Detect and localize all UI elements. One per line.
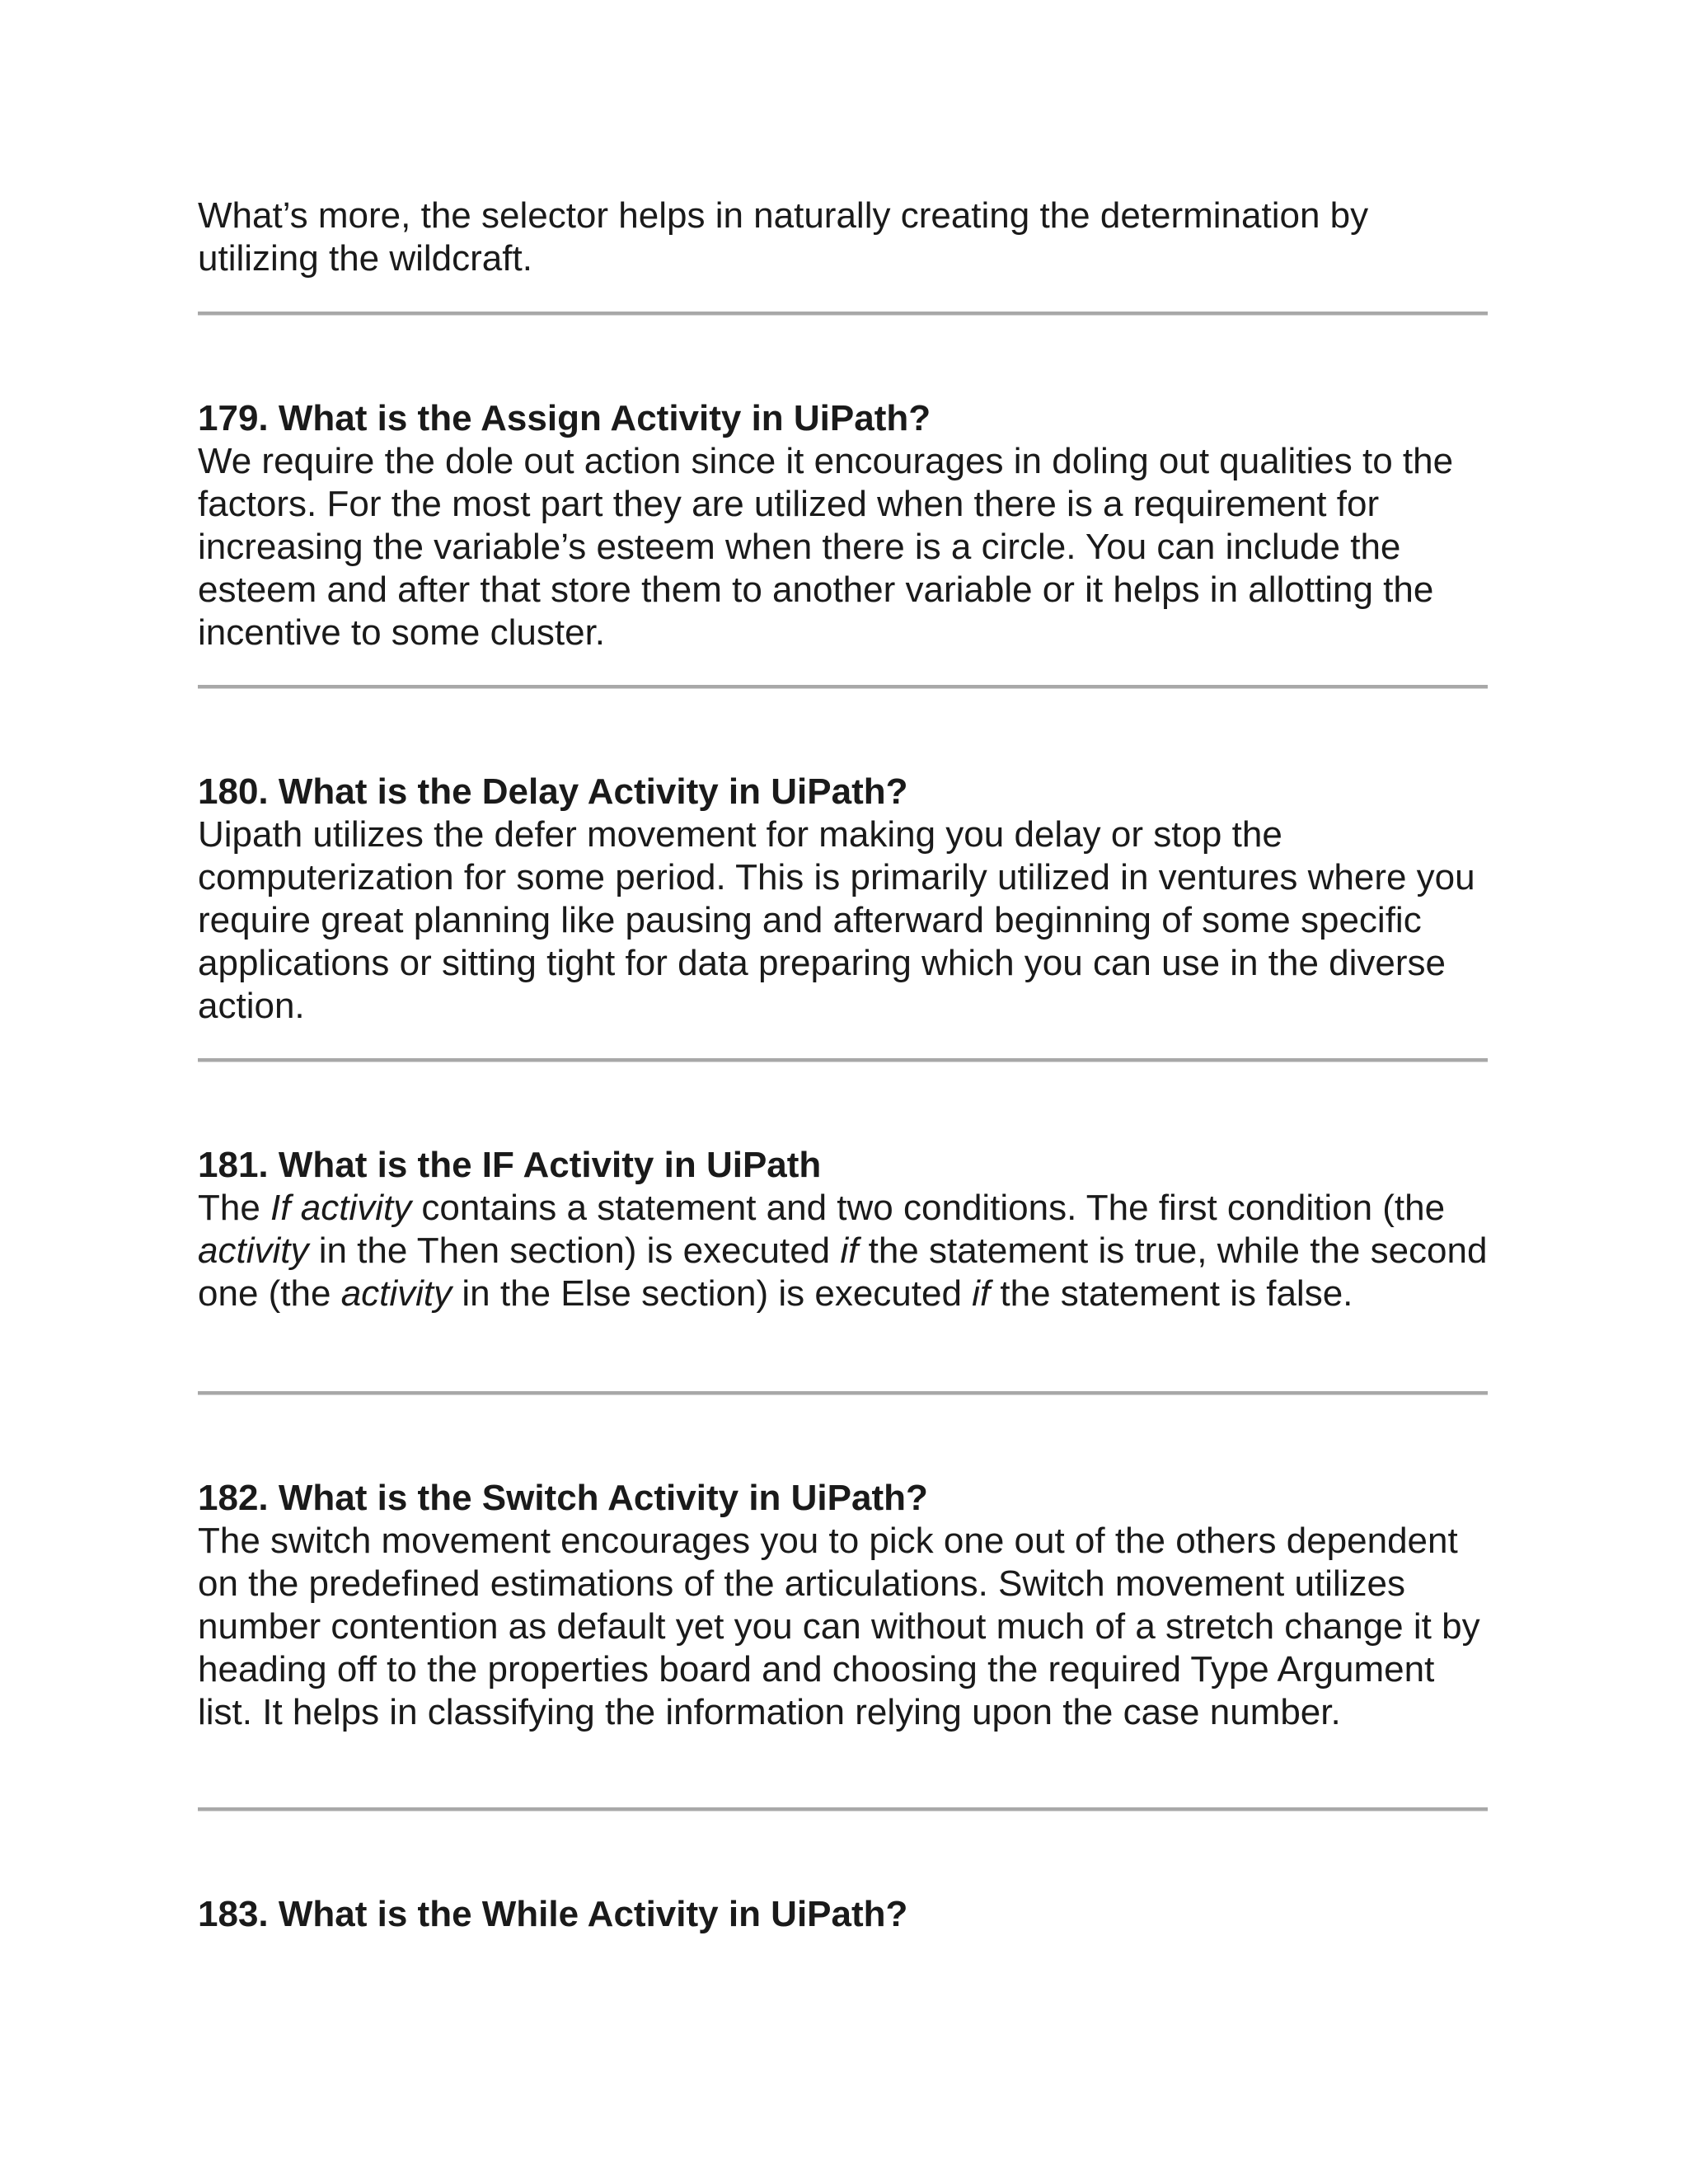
answer-text: the statement is false. bbox=[990, 1273, 1353, 1314]
answer-emphasis: if bbox=[840, 1230, 859, 1271]
answer-text: in the Then section) is executed bbox=[308, 1230, 841, 1271]
answer-text: The bbox=[198, 1188, 271, 1228]
intro-section bbox=[198, 194, 1488, 280]
answer-paragraph: The switch movement encourages you to pick one out of the others dependent on the predefined estimations of the articulations. Switch movement utilizes number contention as default yet you can without much of a stretch change it by heading off to the properties board and choosing the required Type Argument list. It helps in classifying the information relying upon the case number. bbox=[198, 1521, 1480, 1732]
answer-emphasis: if bbox=[972, 1273, 991, 1314]
divider-rule bbox=[198, 1391, 1488, 1395]
divider-rule bbox=[198, 1058, 1488, 1062]
question-179-section bbox=[198, 397, 1488, 654]
question-181-section bbox=[198, 1144, 1488, 1315]
question-heading: 183. What is the While Activity in UiPath? bbox=[198, 1894, 908, 1934]
intro-paragraph: What’s more, the selector helps in naturally creating the determination by utilizing the wildcraft. bbox=[198, 195, 1369, 279]
question-183-section bbox=[198, 1893, 1488, 1936]
answer-emphasis: If activity bbox=[270, 1188, 412, 1228]
divider-rule bbox=[198, 312, 1488, 316]
question-heading: 182. What is the Switch Activity in UiPath? bbox=[198, 1478, 928, 1518]
question-heading: 181. What is the IF Activity in UiPath bbox=[198, 1145, 822, 1185]
question-180-section bbox=[198, 771, 1488, 1028]
divider-rule bbox=[198, 685, 1488, 689]
answer-text: in the Else section) is executed bbox=[452, 1273, 973, 1314]
question-182-section bbox=[198, 1477, 1488, 1734]
question-heading: 179. What is the Assign Activity in UiPath? bbox=[198, 398, 931, 438]
answer-text: contains a statement and two conditions. The first condition (the bbox=[411, 1188, 1446, 1228]
divider-rule bbox=[198, 1807, 1488, 1811]
answer-text: the statement is true, while the second one (the bbox=[198, 1230, 1488, 1314]
answer-paragraph: We require the dole out action since it encourages in doling out qualities to the factors. For the most part they are utilized when there is a requirement for increasing the variable’s esteem when there is a circle. You can include the esteem and after that store them to another variable or it helps in allotting the incentive to some cluster. bbox=[198, 441, 1454, 653]
question-heading: 180. What is the Delay Activity in UiPath? bbox=[198, 771, 908, 812]
answer-emphasis: activity bbox=[340, 1273, 452, 1314]
answer-paragraph: Uipath utilizes the defer movement for making you delay or stop the computerization for some period. This is primarily utilized in ventures where you require great planning like pausing and afterward beginning of some specific applications or sitting tight for data preparing which you can use in the diverse action. bbox=[198, 814, 1475, 1026]
answer-emphasis: activity bbox=[198, 1230, 309, 1271]
answer-paragraph bbox=[198, 1187, 1488, 1315]
